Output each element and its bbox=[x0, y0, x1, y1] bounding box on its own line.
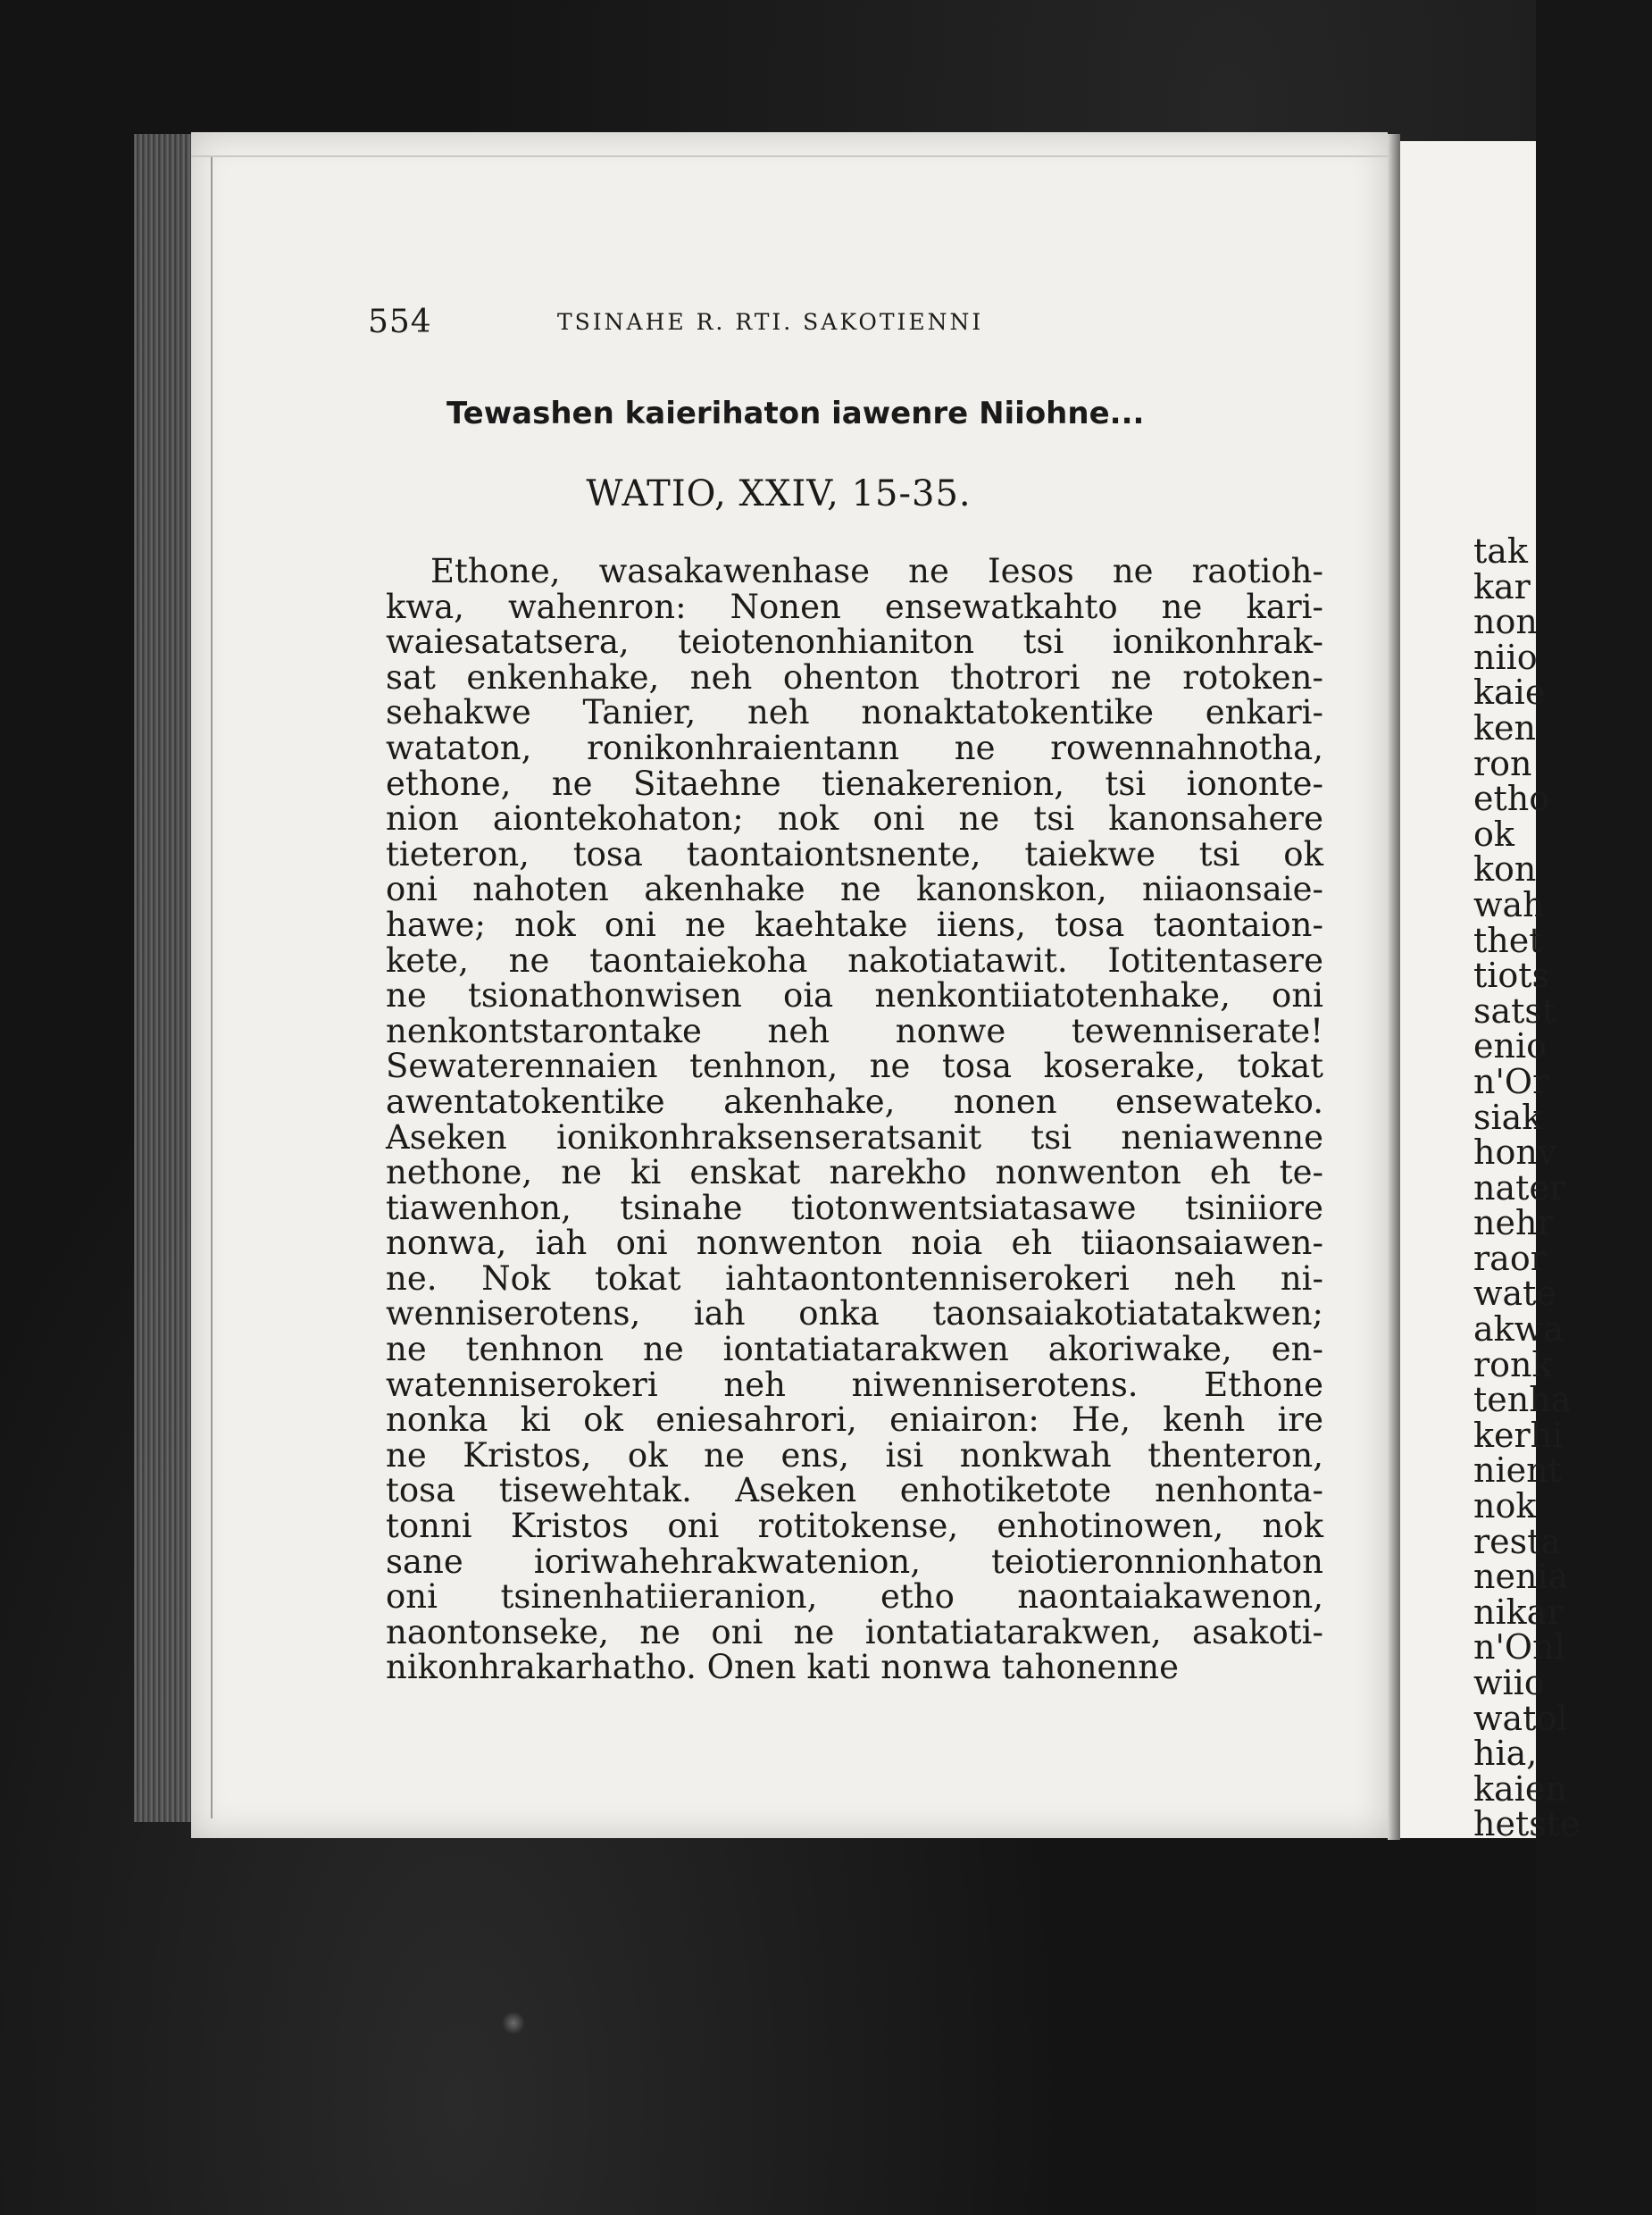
text-line: Sewaterennaien tenhnon, ne tosa koserake, tokat bbox=[386, 1047, 1323, 1086]
text-line: Aseken ionikonhraksenseratsanit tsi neniawenne bbox=[386, 1117, 1323, 1157]
text-line: wataton, ronikonhraientann ne rowennahnotha, bbox=[386, 728, 1323, 767]
book-gutter bbox=[1388, 134, 1400, 1840]
text-line: ethone, ne Sitaehne tienakerenion, tsi iononte- bbox=[386, 764, 1323, 803]
text-line: nion aiontekohaton; nok oni ne tsi kanonsahere bbox=[386, 799, 1323, 839]
text-line: kwa, wahenron: Nonen ensewatkahto ne kari- bbox=[386, 587, 1323, 626]
text-line: ne Kristos, ok ne ens, isi nonkwah thenteron, bbox=[386, 1435, 1323, 1475]
facing-line-fragment: siak bbox=[1473, 1097, 1543, 1137]
reference-book: WATIO, bbox=[586, 473, 727, 514]
text-line: nonka ki ok eniesahrori, eniairon: He, kenh ire bbox=[386, 1400, 1323, 1440]
text-line: hawe; nok oni ne kaehtake iiens, tosa taontaion- bbox=[386, 905, 1323, 944]
facing-line-fragment: enio bbox=[1473, 1026, 1547, 1066]
text-line: sat enkenhake, neh ohenton thotrori ne rotoken- bbox=[386, 657, 1323, 697]
facing-line-fragment: raor bbox=[1473, 1238, 1547, 1278]
scripture-reference bbox=[0, 473, 1536, 514]
text-line: nethone, ne ki enskat narekho nonwenton eh te- bbox=[386, 1153, 1323, 1192]
text-line: waiesatatsera, teiotenonhianiton tsi ionikonhrak- bbox=[386, 623, 1323, 662]
facing-line-fragment: ok bbox=[1473, 814, 1514, 854]
facing-line-fragment: honv bbox=[1473, 1133, 1557, 1173]
facing-line-fragment: resta bbox=[1473, 1521, 1562, 1561]
facing-line-fragment: nenia bbox=[1473, 1557, 1569, 1597]
facing-line-fragment: kaien bbox=[1473, 1768, 1567, 1809]
facing-line-fragment: nater bbox=[1473, 1167, 1566, 1208]
text-line: awentatokentike akenhake, nonen ensewateko. bbox=[386, 1082, 1323, 1121]
facing-line-fragment: niio bbox=[1473, 637, 1538, 677]
text-line: naontonseke, ne oni ne iontatiatarakwen, asakoti- bbox=[386, 1612, 1323, 1651]
running-head: TSINAHE R. RTI. SAKOTIENNI bbox=[557, 309, 984, 335]
text-line: tonni Kristos oni rotitokense, enhotinowen, nok bbox=[386, 1507, 1323, 1546]
text-line: watenniserokeri neh niwenniserotens. Ethone bbox=[386, 1365, 1323, 1404]
facing-line-fragment: n'Onl bbox=[1473, 1627, 1565, 1668]
facing-line-fragment: wate bbox=[1473, 1274, 1556, 1314]
facing-line-fragment: tiots bbox=[1473, 956, 1550, 996]
facing-line-fragment: ken bbox=[1473, 707, 1536, 748]
page-header bbox=[368, 304, 1122, 348]
facing-line-fragment: nok bbox=[1473, 1486, 1537, 1526]
facing-line-fragment: watol bbox=[1473, 1698, 1568, 1738]
text-line: kete, ne taontaiekoha nakotiatawit. Iotitentasere bbox=[386, 940, 1323, 980]
text-line: oni tsinenhatiieranion, etho naontaiakawenon, bbox=[386, 1577, 1323, 1617]
reference-chapter-verses: XXIV, 15-35. bbox=[726, 473, 972, 514]
text-line: ne tenhnon ne iontatiatarakwen akoriwake, en- bbox=[386, 1330, 1323, 1369]
text-line: wenniserotens, iah onka taonsaiakotiatatakwen; bbox=[386, 1294, 1323, 1333]
facing-line-fragment: nehr bbox=[1473, 1203, 1554, 1243]
text-line: Ethone, wasakawenhase ne Iesos ne raotioh- bbox=[430, 552, 1323, 590]
text-line: nonwa, iah oni nonwenton noia eh tiiaonsaiawen- bbox=[386, 1224, 1323, 1263]
facing-line-fragment: thet bbox=[1473, 920, 1543, 960]
text-line: sehakwe Tanier, neh nonaktatokentike enkari- bbox=[386, 693, 1323, 732]
facing-line-fragment: non bbox=[1473, 602, 1538, 642]
facing-line-fragment: wah bbox=[1473, 884, 1545, 924]
page-number: 554 bbox=[368, 304, 432, 340]
facing-line-fragment: kon bbox=[1473, 849, 1537, 890]
facing-line-fragment: ronk bbox=[1473, 1344, 1553, 1384]
facing-page-text bbox=[1473, 531, 1652, 1844]
text-line: nikonhrakarhatho. Onen kati nonwa tahonenne bbox=[386, 1648, 1179, 1687]
facing-line-fragment: n'Or bbox=[1473, 1061, 1549, 1101]
facing-line-fragment: tak bbox=[1473, 531, 1528, 571]
right-page bbox=[1400, 141, 1581, 1844]
facing-line-fragment: hetste bbox=[1473, 1804, 1581, 1844]
text-line: sane ioriwahehrakwatenion, teiotieronnionhaton bbox=[386, 1542, 1323, 1581]
facing-line-fragment: wiio bbox=[1473, 1663, 1545, 1702]
facing-line-fragment: hia, bbox=[1473, 1734, 1538, 1774]
facing-line-fragment: etho bbox=[1473, 779, 1550, 819]
facing-line-fragment: satst bbox=[1473, 990, 1556, 1031]
facing-line-fragment: kar bbox=[1473, 566, 1531, 606]
text-line: ne. Nok tokat iahtaontontenniserokeri neh ni- bbox=[386, 1258, 1323, 1298]
text-line: tieteron, tosa taontaiontsnente, taiekwe tsi ok bbox=[386, 834, 1323, 873]
film-speck bbox=[500, 2010, 527, 2036]
body-text bbox=[386, 554, 1323, 1685]
section-title: Tewashen kaierihaton iawenre Niiohne... bbox=[446, 396, 1145, 431]
text-line: nenkontstarontake neh nonwe tewenniserate! bbox=[386, 1011, 1323, 1050]
facing-line-fragment: nikar bbox=[1473, 1592, 1564, 1632]
text-line: ne tsionathonwisen oia nenkontiiatotenhake, oni bbox=[386, 976, 1323, 1016]
text-line: oni nahoten akenhake ne kanonskon, niiaonsaie- bbox=[386, 870, 1323, 909]
facing-line-fragment: akwa bbox=[1473, 1309, 1564, 1350]
facing-line-fragment: ron bbox=[1473, 743, 1532, 783]
text-line: tiawenhon, tsinahe tiotonwentsiatasawe tsiniiore bbox=[386, 1188, 1323, 1227]
facing-line-fragment: kerhi bbox=[1473, 1415, 1564, 1455]
facing-line-fragment: kaie bbox=[1473, 673, 1546, 713]
text-line: tosa tisewehtak. Aseken enhotiketote nenhonta- bbox=[386, 1471, 1323, 1510]
facing-line-fragment: nient bbox=[1473, 1450, 1562, 1491]
facing-line-fragment: tenha bbox=[1473, 1380, 1572, 1420]
